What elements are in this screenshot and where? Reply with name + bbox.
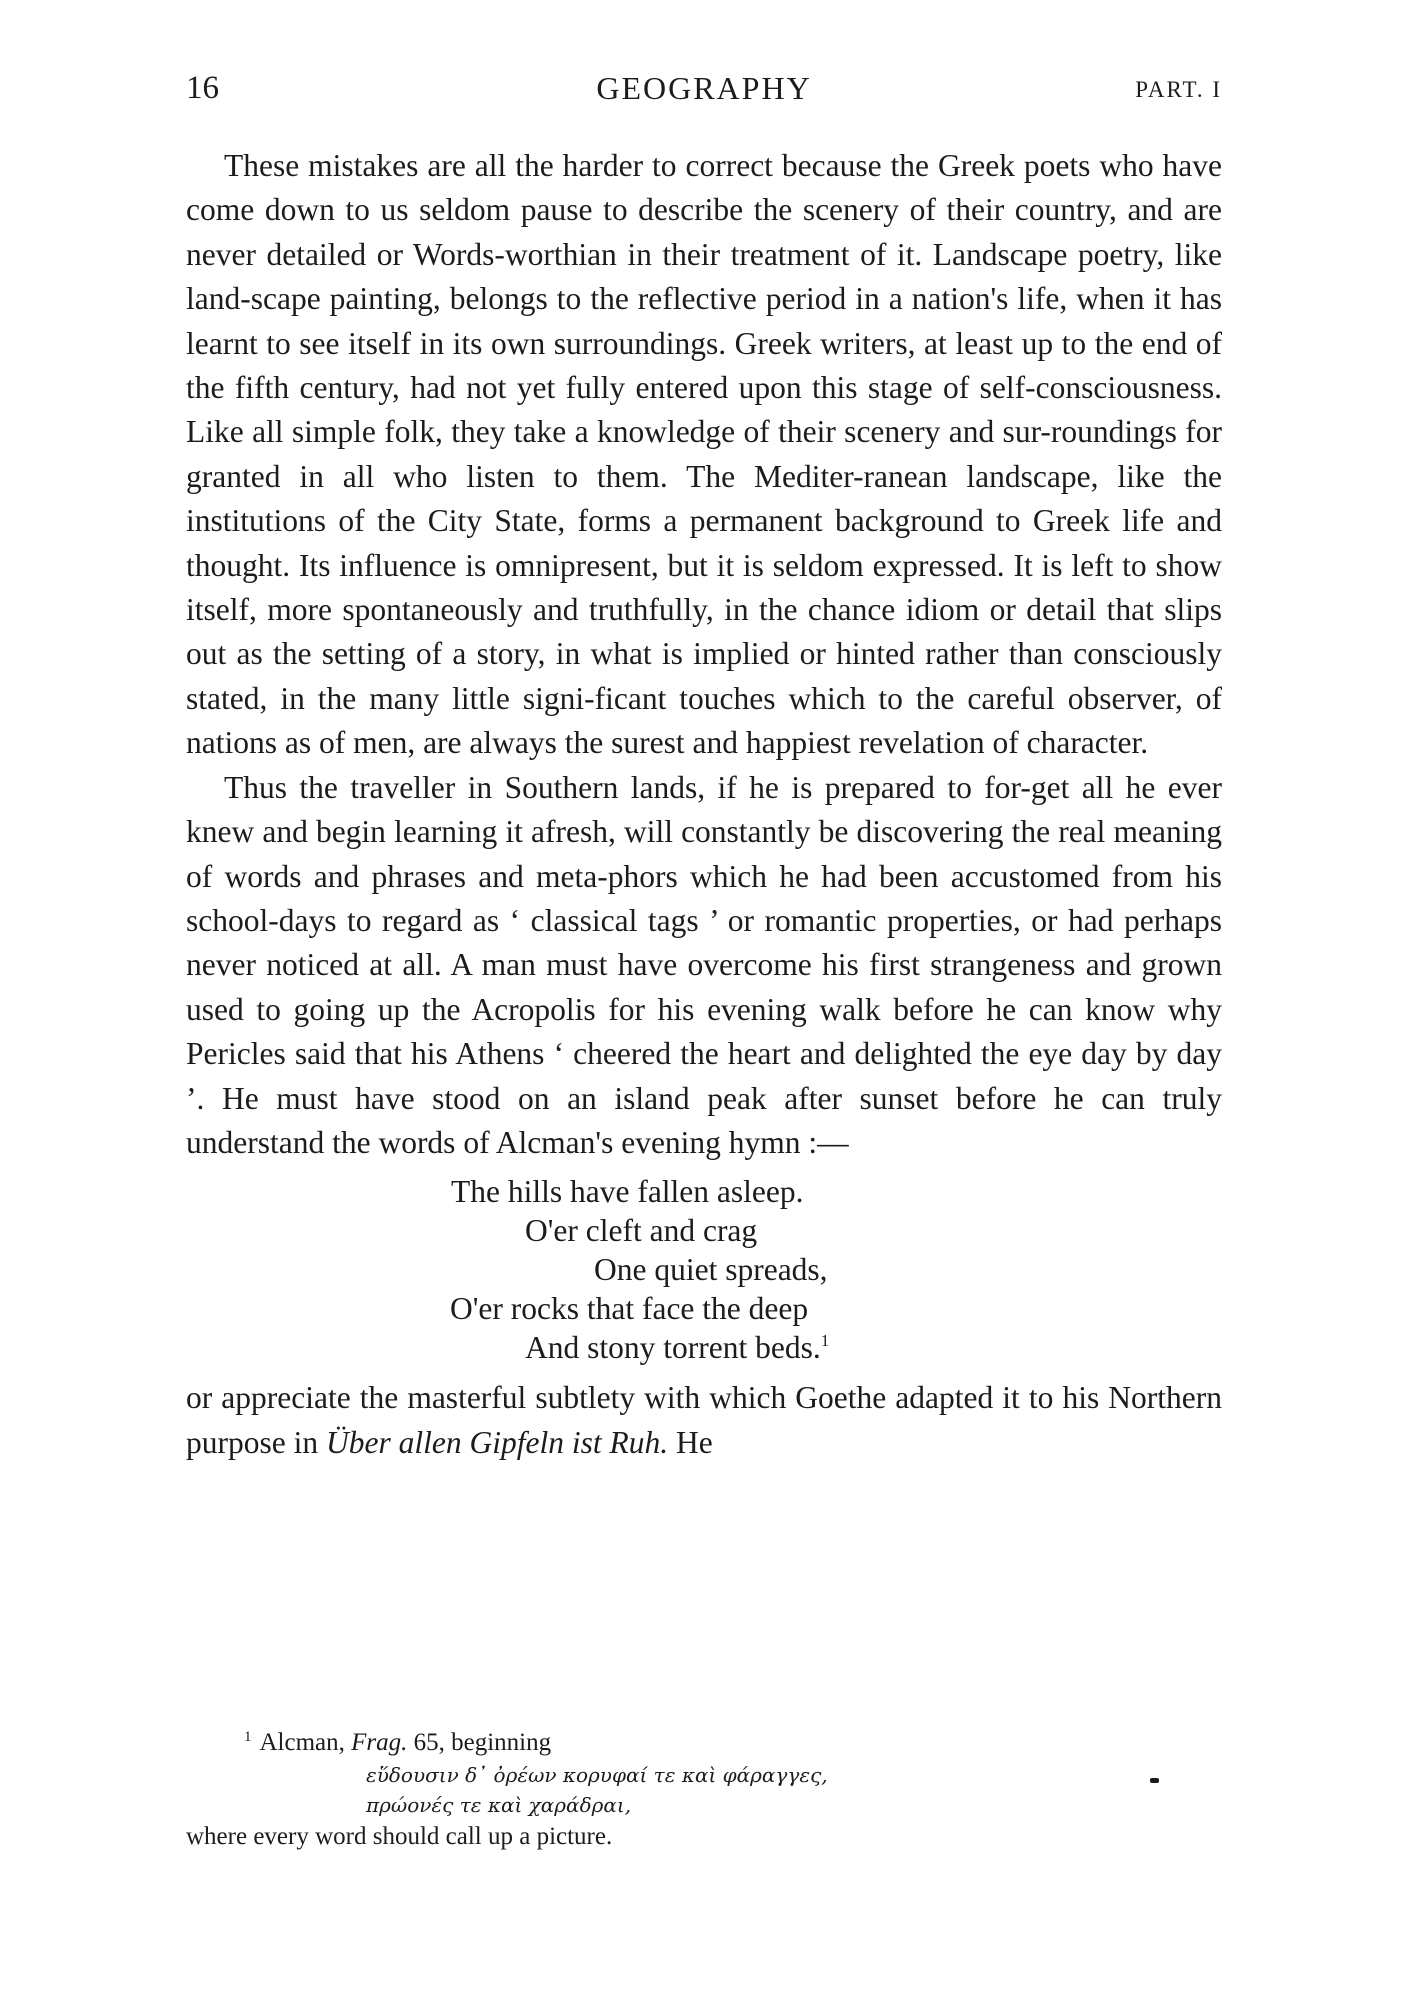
paragraph-continuation <box>186 1376 1222 1465</box>
page-number: 16 <box>186 70 219 106</box>
greek-line-2: πρώονές τε καὶ χαράδραι, <box>366 1793 632 1817</box>
goethe-title: Über allen Gipfeln ist Ruh. <box>325 1424 669 1460</box>
running-head <box>186 66 1222 110</box>
footnote <box>186 1726 1222 1854</box>
part-label: PART. I <box>1135 77 1222 102</box>
verse-line-1: The hills have fallen asleep. <box>451 1174 804 1210</box>
footnote-reference-text: 65, beginning <box>407 1729 552 1756</box>
ink-speck <box>1150 1778 1159 1783</box>
verse-line-5 <box>186 1328 1222 1367</box>
greek-line-1: εὕδουσιν δ᾽ ὀρέων κορυφαί τε καὶ φάραγγες, <box>366 1763 828 1787</box>
footnote-closing: where every word should call up a picture. <box>186 1823 613 1850</box>
footnote-citation <box>186 1726 1222 1760</box>
continuation-text: or appreciate the masterful subtlety with which Goethe adapted it to his Northern purpose in <box>186 1380 1222 1460</box>
alcman-verse <box>186 1172 1222 1367</box>
main-text <box>186 144 1222 1465</box>
verse-line-4: O'er rocks that face the deep <box>450 1291 809 1327</box>
paragraph-1: These mistakes are all the harder to correct because the Greek poets who have come down to us seldom pause to describe the scenery of their country, and are never detailed or Words-worthian in their treatment of it. Landscape poetry, like land-scape painting, belongs to the reflective period in a nation's life, when it has learnt to see itself in its own surroundings. Greek writers, at least up to the end of the fifth century, had not yet fully entered upon this stage of self-consciousness. Like all simple folk, they take a knowledge of their scenery and sur-roundings for granted in all who listen to them. The Mediter-ranean landscape, like the institutions of the City State, forms a permanent background to Greek life and thought. Its influence is omnipresent, but it is seldom expressed. It is left to show itself, more spontaneously and truthfully, in the chance idiom or detail that slips out as the setting of a story, in what is implied or hinted rather than consciously stated, in the many little signi-ficant touches which to the careful observer, of nations as of men, are always the surest and happiest revelation of character. <box>186 148 1222 761</box>
footnote-author: Alcman, <box>259 1729 352 1756</box>
verse-line-2: O'er cleft and crag <box>525 1213 758 1249</box>
footnote-work: Frag. <box>351 1729 408 1756</box>
verse-line-3: One quiet spreads, <box>594 1252 828 1288</box>
verse-line-5-text: And stony torrent beds. <box>525 1330 821 1366</box>
footnote-marker: 1 <box>244 1729 252 1745</box>
footnote-reference[interactable]: 1 <box>820 1331 830 1351</box>
chapter-title: GEOGRAPHY <box>596 70 812 106</box>
continuation-tail: He <box>668 1424 713 1460</box>
paragraph-2: Thus the traveller in Southern lands, if he is prepared to for-get all he ever knew and begin learning it afresh, will constantly be discovering the real meaning of words and phrases and meta-phors which he had been accustomed from his school-days to regard as ‘ classical tags ’ or romantic properties, or had perhaps never noticed at all. A man must have overcome his first strangeness and grown used to going up the Acropolis for his evening walk before he can know why Pericles said that his Athens ‘ cheered the heart and delighted the eye day by day ’. He must have stood on an island peak after sunset before he can truly understand the words of Alcman's evening hymn :— <box>186 769 1222 1160</box>
